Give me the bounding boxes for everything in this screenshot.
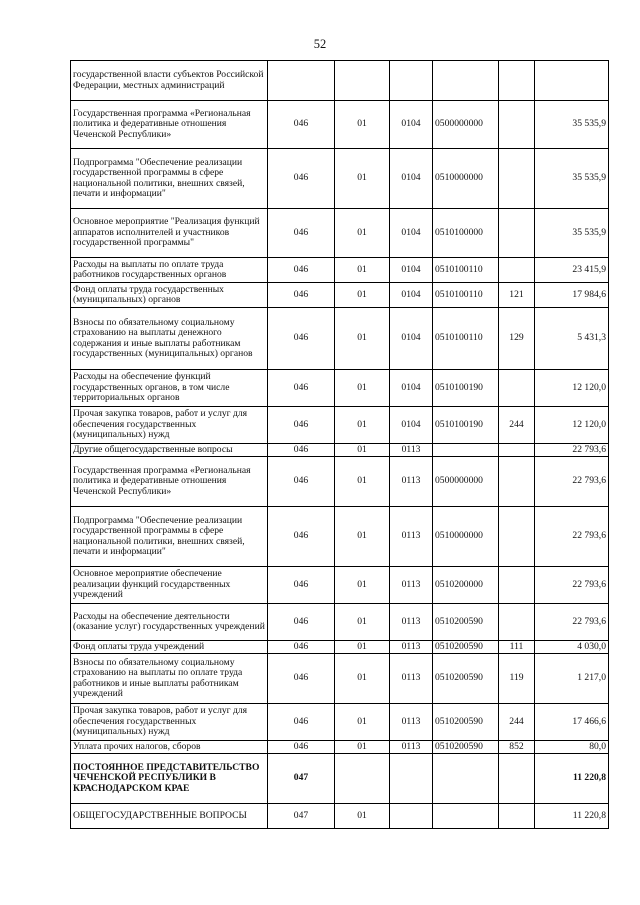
row-vr-cell xyxy=(499,444,535,457)
row-ved-cell: 046 xyxy=(268,704,335,741)
row-rz-cell: 01 xyxy=(335,507,390,567)
row-sum-cell: 23 415,9 xyxy=(535,258,609,283)
row-csr-cell: 0510000000 xyxy=(433,507,499,567)
row-name-cell: Подпрограмма "Обеспечение реализации государственной программы в сфере национальной политики, внешних связей, печати и информации" xyxy=(71,149,268,209)
row-pr-cell: 0113 xyxy=(390,741,433,754)
row-vr-cell xyxy=(499,507,535,567)
row-csr-cell: 0510100110 xyxy=(433,308,499,370)
row-vr-cell xyxy=(499,258,535,283)
row-vr-cell xyxy=(499,754,535,804)
row-name-cell: Подпрограмма "Обеспечение реализации государственной программы в сфере национальной политики, внешних связей, печати и информации" xyxy=(71,507,268,567)
table-row xyxy=(71,370,609,407)
row-pr-cell: 0104 xyxy=(390,370,433,407)
row-rz-cell xyxy=(335,754,390,804)
row-pr-cell: 0104 xyxy=(390,407,433,444)
row-name-cell: Расходы на выплаты по оплате труда работников государственных органов xyxy=(71,258,268,283)
row-ved-cell: 046 xyxy=(268,654,335,704)
row-rz-cell: 01 xyxy=(335,258,390,283)
row-vr-cell: 244 xyxy=(499,407,535,444)
table-row xyxy=(71,641,609,654)
row-sum-cell: 35 535,9 xyxy=(535,149,609,209)
row-ved-cell: 046 xyxy=(268,407,335,444)
row-name-cell: Уплата прочих налогов, сборов xyxy=(71,741,268,754)
row-rz-cell: 01 xyxy=(335,641,390,654)
row-ved-cell: 047 xyxy=(268,754,335,804)
table-row xyxy=(71,149,609,209)
row-pr-cell: 0104 xyxy=(390,209,433,258)
row-name-cell: Прочая закупка товаров, работ и услуг для обеспечения государственных (муниципальных) нужд xyxy=(71,407,268,444)
row-sum-cell: 11 220,8 xyxy=(535,804,609,829)
row-vr-cell xyxy=(499,149,535,209)
row-pr-cell: 0113 xyxy=(390,654,433,704)
row-sum-cell: 12 120,0 xyxy=(535,407,609,444)
row-name-cell: Взносы по обязательному социальному страхованию на выплаты по оплате труда работников и иные выплаты работникам учреждений xyxy=(71,654,268,704)
row-csr-cell: 0510100190 xyxy=(433,407,499,444)
row-ved-cell: 046 xyxy=(268,457,335,507)
row-sum-cell: 11 220,8 xyxy=(535,754,609,804)
row-pr-cell: 0113 xyxy=(390,507,433,567)
row-name-cell: ОБЩЕГОСУДАРСТВЕННЫЕ ВОПРОСЫ xyxy=(71,804,268,829)
row-name-cell: Другие общегосударственные вопросы xyxy=(71,444,268,457)
row-csr-cell: 0510100000 xyxy=(433,209,499,258)
row-rz-cell: 01 xyxy=(335,654,390,704)
row-csr-cell: 0510100110 xyxy=(433,258,499,283)
row-rz-cell: 01 xyxy=(335,604,390,641)
row-csr-cell: 0510000000 xyxy=(433,149,499,209)
row-pr-cell: 0113 xyxy=(390,641,433,654)
row-vr-cell: 244 xyxy=(499,704,535,741)
row-sum-cell: 17 466,6 xyxy=(535,704,609,741)
row-csr-cell: 0510200590 xyxy=(433,641,499,654)
table-row xyxy=(71,654,609,704)
row-vr-cell xyxy=(499,604,535,641)
row-vr-cell xyxy=(499,61,535,101)
row-rz-cell: 01 xyxy=(335,407,390,444)
table-row xyxy=(71,704,609,741)
budget-table-body xyxy=(71,61,609,829)
row-rz-cell: 01 xyxy=(335,741,390,754)
row-ved-cell: 046 xyxy=(268,149,335,209)
row-ved-cell: 046 xyxy=(268,283,335,308)
table-row xyxy=(71,604,609,641)
row-pr-cell: 0104 xyxy=(390,283,433,308)
row-vr-cell: 852 xyxy=(499,741,535,754)
row-csr-cell: 0510100190 xyxy=(433,370,499,407)
row-csr-cell xyxy=(433,754,499,804)
table-row xyxy=(71,283,609,308)
table-row xyxy=(71,101,609,149)
row-name-cell: Взносы по обязательному социальному страхованию на выплаты денежного содержания и иные выплаты работникам государственных (муниципальных) органов xyxy=(71,308,268,370)
row-pr-cell: 0113 xyxy=(390,604,433,641)
row-csr-cell: 0510200590 xyxy=(433,741,499,754)
row-pr-cell xyxy=(390,804,433,829)
row-pr-cell: 0104 xyxy=(390,258,433,283)
row-vr-cell xyxy=(499,101,535,149)
row-csr-cell: 0500000000 xyxy=(433,457,499,507)
row-rz-cell: 01 xyxy=(335,567,390,604)
row-sum-cell: 22 793,6 xyxy=(535,604,609,641)
row-sum-cell: 4 030,0 xyxy=(535,641,609,654)
row-pr-cell: 0113 xyxy=(390,704,433,741)
row-rz-cell: 01 xyxy=(335,209,390,258)
row-csr-cell: 0510200590 xyxy=(433,604,499,641)
row-sum-cell: 22 793,6 xyxy=(535,457,609,507)
table-row xyxy=(71,804,609,829)
row-name-cell: Расходы на обеспечение деятельности (оказание услуг) государственных учреждений xyxy=(71,604,268,641)
row-sum-cell: 17 984,6 xyxy=(535,283,609,308)
row-vr-cell xyxy=(499,209,535,258)
row-ved-cell: 046 xyxy=(268,209,335,258)
row-ved-cell: 046 xyxy=(268,258,335,283)
row-vr-cell: 119 xyxy=(499,654,535,704)
row-sum-cell: 22 793,6 xyxy=(535,567,609,604)
row-csr-cell: 0510100110 xyxy=(433,283,499,308)
row-sum-cell: 35 535,9 xyxy=(535,209,609,258)
row-ved-cell: 046 xyxy=(268,444,335,457)
table-row xyxy=(71,258,609,283)
row-rz-cell: 01 xyxy=(335,149,390,209)
row-csr-cell: 0500000000 xyxy=(433,101,499,149)
row-rz-cell: 01 xyxy=(335,308,390,370)
row-ved-cell xyxy=(268,61,335,101)
table-row xyxy=(71,61,609,101)
row-vr-cell xyxy=(499,567,535,604)
row-pr-cell: 0113 xyxy=(390,444,433,457)
row-ved-cell: 046 xyxy=(268,308,335,370)
row-ved-cell: 046 xyxy=(268,641,335,654)
row-vr-cell xyxy=(499,370,535,407)
page-number: 52 xyxy=(313,37,327,51)
row-name-cell: ПОСТОЯННОЕ ПРЕДСТАВИТЕЛЬСТВО ЧЕЧЕНСКОЙ РЕСПУБЛИКИ В КРАСНОДАРСКОМ КРАЕ xyxy=(71,754,268,804)
row-csr-cell: 0510200000 xyxy=(433,567,499,604)
row-pr-cell: 0104 xyxy=(390,308,433,370)
row-sum-cell: 22 793,6 xyxy=(535,444,609,457)
row-sum-cell: 5 431,3 xyxy=(535,308,609,370)
row-ved-cell: 046 xyxy=(268,741,335,754)
row-ved-cell: 046 xyxy=(268,507,335,567)
table-row xyxy=(71,741,609,754)
table-row xyxy=(71,457,609,507)
row-sum-cell: 80,0 xyxy=(535,741,609,754)
row-sum-cell: 12 120,0 xyxy=(535,370,609,407)
row-csr-cell: 0510200590 xyxy=(433,654,499,704)
row-rz-cell: 01 xyxy=(335,704,390,741)
row-rz-cell: 01 xyxy=(335,101,390,149)
row-ved-cell: 046 xyxy=(268,370,335,407)
row-name-cell: Государственная программа «Региональная политика и федеративные отношения Чеченской Республики» xyxy=(71,457,268,507)
table-row xyxy=(71,567,609,604)
row-vr-cell: 129 xyxy=(499,308,535,370)
row-rz-cell: 01 xyxy=(335,283,390,308)
table-row xyxy=(71,754,609,804)
row-pr-cell: 0104 xyxy=(390,149,433,209)
row-rz-cell: 01 xyxy=(335,457,390,507)
row-name-cell: Фонд оплаты труда государственных (муниципальных) органов xyxy=(71,283,268,308)
row-vr-cell xyxy=(499,457,535,507)
row-pr-cell: 0104 xyxy=(390,101,433,149)
row-pr-cell: 0113 xyxy=(390,457,433,507)
row-ved-cell: 046 xyxy=(268,567,335,604)
table-row xyxy=(71,209,609,258)
row-ved-cell: 047 xyxy=(268,804,335,829)
row-ved-cell: 046 xyxy=(268,604,335,641)
row-name-cell: Фонд оплаты труда учреждений xyxy=(71,641,268,654)
row-vr-cell xyxy=(499,804,535,829)
row-csr-cell xyxy=(433,444,499,457)
row-csr-cell xyxy=(433,61,499,101)
row-csr-cell xyxy=(433,804,499,829)
row-vr-cell: 111 xyxy=(499,641,535,654)
row-rz-cell: 01 xyxy=(335,370,390,407)
row-rz-cell xyxy=(335,61,390,101)
row-name-cell: Основное мероприятие "Реализация функций аппаратов исполнителей и участников государственной программы" xyxy=(71,209,268,258)
row-pr-cell xyxy=(390,754,433,804)
table-row xyxy=(71,444,609,457)
row-rz-cell: 01 xyxy=(335,804,390,829)
row-sum-cell: 1 217,0 xyxy=(535,654,609,704)
row-name-cell: государственной власти субъектов Российской Федерации, местных администраций xyxy=(71,61,268,101)
row-name-cell: Основное мероприятие обеспечение реализации функций государственных учреждений xyxy=(71,567,268,604)
row-sum-cell: 35 535,9 xyxy=(535,101,609,149)
row-vr-cell: 121 xyxy=(499,283,535,308)
row-pr-cell: 0113 xyxy=(390,567,433,604)
row-pr-cell xyxy=(390,61,433,101)
row-name-cell: Прочая закупка товаров, работ и услуг для обеспечения государственных (муниципальных) нужд xyxy=(71,704,268,741)
table-row xyxy=(71,407,609,444)
table-row xyxy=(71,507,609,567)
row-rz-cell: 01 xyxy=(335,444,390,457)
row-sum-cell xyxy=(535,61,609,101)
table-row xyxy=(71,308,609,370)
row-sum-cell: 22 793,6 xyxy=(535,507,609,567)
row-name-cell: Расходы на обеспечение функций государственных органов, в том числе территориальных органов xyxy=(71,370,268,407)
budget-table xyxy=(70,60,609,829)
row-ved-cell: 046 xyxy=(268,101,335,149)
row-name-cell: Государственная программа «Региональная политика и федеративные отношения Чеченской Республики» xyxy=(71,101,268,149)
row-csr-cell: 0510200590 xyxy=(433,704,499,741)
